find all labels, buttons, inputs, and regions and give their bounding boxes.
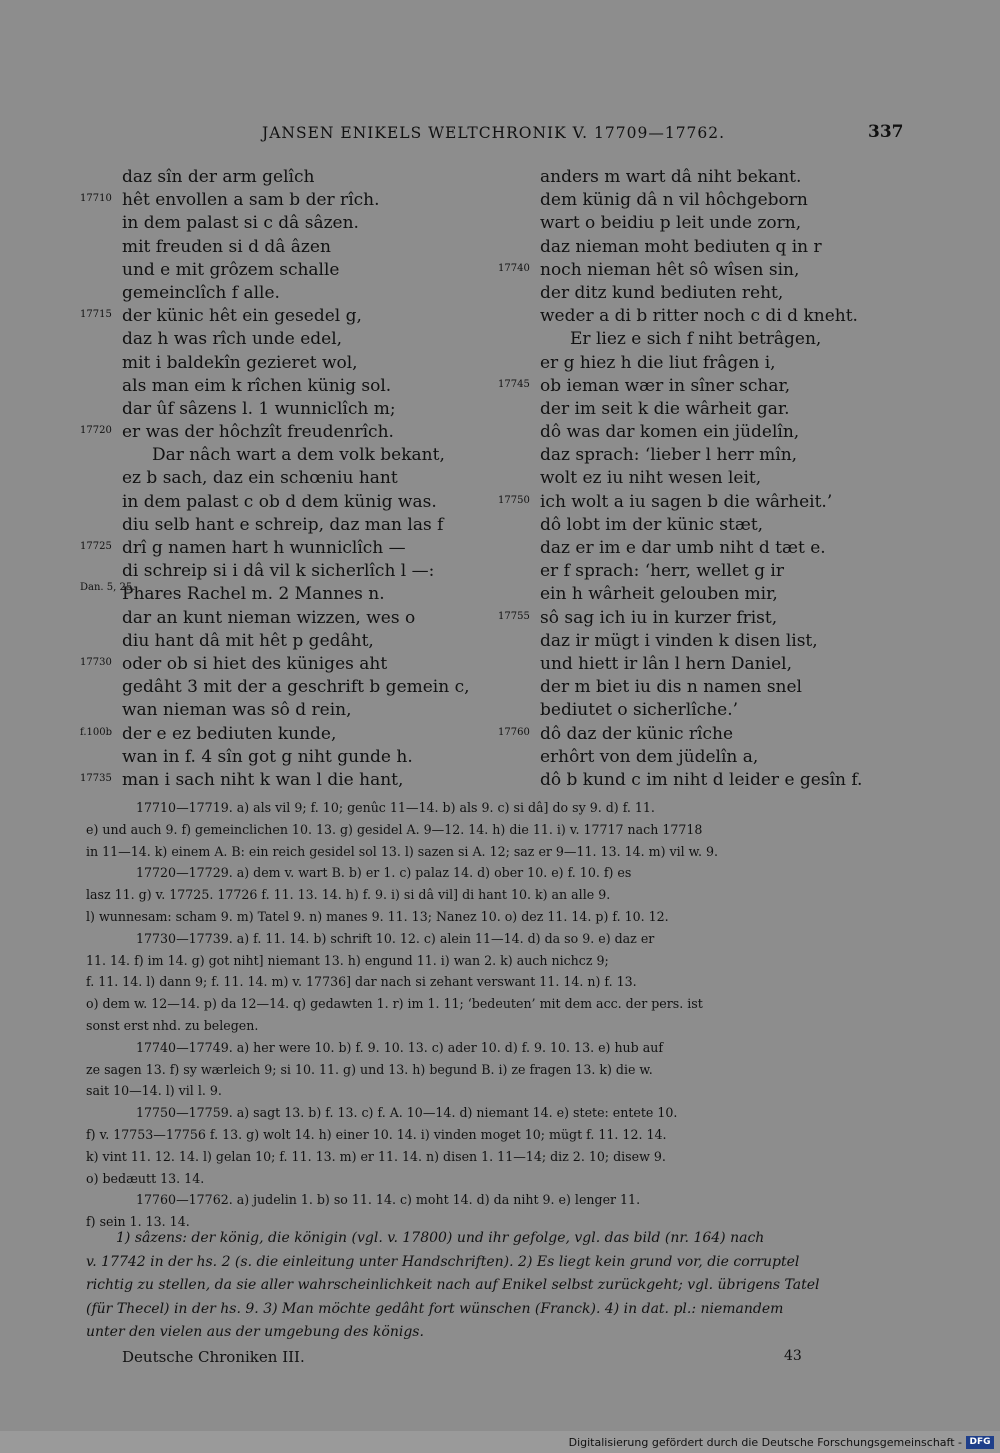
verse-line — [498, 560, 898, 583]
series-title: Deutsche Chroniken III. — [122, 1348, 305, 1366]
running-header-title: JANSEN ENIKELS WELTCHRONIK V. 17709—17762. — [262, 124, 726, 142]
verse-text: erhôrt von dem jüdelîn a, — [540, 746, 759, 767]
line-number: 17755 — [498, 610, 530, 622]
verse-line — [498, 212, 898, 235]
verse-text: und hiett ir lân l hern Daniel, — [540, 653, 792, 674]
verse-line — [498, 746, 898, 769]
verse-line — [80, 630, 480, 653]
verse-column-left — [80, 166, 480, 792]
verse-line — [80, 676, 480, 699]
footnote-line: (für Thecel) in der hs. 9. 3) Man möchte gedâht fort wünschen (Franck). 4) in dat. pl.: niemandem — [86, 1300, 784, 1317]
verse-line — [498, 305, 898, 328]
apparatus-line: k) vint 11. 12. 14. l) gelan 10; f. 11. 13. m) er 11. 14. n) disen 1. 11—14; diz 2. 10; disew 9. — [86, 1148, 666, 1164]
verse-line — [498, 769, 898, 792]
verse-text: dô was dar komen ein jüdelîn, — [540, 422, 800, 443]
credit-text: Digitalisierung gefördert durch die Deutsche Forschungsgemeinschaft - — [568, 1436, 962, 1449]
verse-text: der ditz kund bediuten reht, — [540, 282, 784, 303]
verse-text: mit freuden si d dâ âzen — [122, 236, 331, 257]
line-number: 17730 — [80, 656, 112, 668]
apparatus-line: lasz 11. g) v. 17725. 17726 f. 11. 13. 14. h) f. 9. i) si dâ vil] di hant 10. k) an alle 9. — [86, 887, 611, 903]
verse-text: als man eim k rîchen künig sol. — [122, 375, 392, 396]
verse-line — [80, 421, 480, 444]
verse-line — [498, 352, 898, 375]
line-number: Dan. 5, 25. — [80, 582, 136, 594]
apparatus-line: o) bedæutt 13. 14. — [86, 1170, 205, 1186]
line-number: 17740 — [498, 262, 530, 274]
verse-line — [80, 537, 480, 560]
verse-line — [80, 282, 480, 305]
verse-line — [80, 444, 480, 467]
footnotes — [86, 1227, 900, 1345]
verse-text: noch nieman hêt sô wîsen sin, — [540, 259, 800, 280]
verse-text: daz sîn der arm gelîch — [122, 167, 315, 187]
footnote-line: 1) sâzens: der könig, die königin (vgl. v. 17800) und ihr gefolge, vgl. das bild (nr. 164) nach — [116, 1230, 765, 1246]
verse-line — [498, 166, 898, 189]
verse-line — [498, 607, 898, 630]
verse-line — [498, 421, 898, 444]
apparatus-line: l) wunnesam: scham 9. m) Tatel 9. n) manes 9. 11. 13; Nanez 10. o) dez 11. 14. p) f. 10. 12. — [86, 908, 669, 924]
verse-text: drî g namen hart h wunniclîch — — [122, 538, 406, 558]
verse-line — [80, 328, 480, 351]
verse-text: daz h was rîch unde edel, — [122, 329, 343, 350]
apparatus-line: sait 10—14. l) vil l. 9. — [86, 1083, 222, 1099]
footnote-line: v. 17742 in der hs. 2 (s. die einleitung unter Handschriften). 2) Es liegt kein grund vor, die corruptel — [86, 1253, 800, 1270]
verse-text: dô daz der künic rîche — [540, 723, 734, 744]
verse-text: daz nieman moht bediuten q in r — [540, 236, 822, 257]
verse-text: sô sag ich iu in kurzer frist, — [540, 607, 778, 628]
verse-line — [498, 630, 898, 653]
verse-text: ein h wârheit gelouben mir, — [540, 584, 778, 605]
verse-text: in dem palast si c dâ sâzen. — [122, 213, 359, 234]
line-number: f.100b — [80, 726, 113, 738]
verse-line — [498, 236, 898, 259]
verse-text: der m biet iu dis n namen snel — [540, 677, 802, 698]
verse-line — [80, 375, 480, 398]
verse-text: hêt envollen a sam b der rîch. — [122, 190, 380, 211]
verse-line — [80, 769, 480, 792]
line-number: 17715 — [80, 309, 112, 321]
verse-text: wan nieman was sô d rein, — [122, 700, 352, 721]
verse-text: gedâht 3 mit der a geschrift b gemein c, — [122, 677, 470, 698]
verse-line — [80, 723, 480, 746]
verse-text: dem künig dâ n vil hôchgeborn — [540, 190, 808, 211]
verse-line — [80, 212, 480, 235]
verse-line — [498, 467, 898, 490]
verse-text: oder ob si hiet des küniges aht — [122, 653, 388, 674]
dfg-logo: DFG — [966, 1436, 994, 1449]
apparatus-line: f) sein 1. 13. 14. — [86, 1214, 190, 1230]
apparatus-line: f. 11. 14. l) dann 9; f. 11. 14. m) v. 17736] dar nach si zehant verswant 11. 14. n) f. 13. — [86, 974, 637, 990]
verse-text: ob ieman wær in sîner schar, — [540, 375, 791, 396]
verse-text: er was der hôchzît freudenrîch. — [122, 422, 394, 443]
verse-text: anders m wart dâ niht bekant. — [540, 167, 802, 187]
line-number: 17725 — [80, 541, 112, 552]
verse-line — [80, 305, 480, 328]
verse-text: der im seit k die wârheit gar. — [540, 398, 790, 419]
verse-text: und e mit grôzem schalle — [122, 259, 340, 280]
verse-line — [498, 491, 898, 514]
verse-line — [80, 583, 480, 606]
verse-text: weder a di b ritter noch c di d kneht. — [540, 306, 858, 327]
verse-line — [80, 653, 480, 676]
apparatus-line: 17750—17759. a) sagt 13. b) f. 13. c) f. A. 10—14. d) niemant 14. e) stete: entete 10. — [136, 1105, 678, 1121]
verse-text: Dar nâch wart a dem volk bekant, — [152, 445, 445, 466]
verse-text: wart o beidiu p leit unde zorn, — [540, 213, 802, 234]
footnote-line: unter den vielen aus der umgebung des königs. — [86, 1324, 424, 1340]
line-number: 17720 — [80, 425, 112, 437]
verse-line — [80, 467, 480, 490]
apparatus-line: e) und auch 9. f) gemeinclichen 10. 13. g) gesidel A. 9—12. 14. h) die 11. i) v. 17717 nach 17718 — [86, 821, 703, 837]
verse-text: di schreip si i dâ vil k sicherlîch l —: — [122, 561, 435, 582]
sheet-signature: 43 — [784, 1348, 802, 1364]
verse-line — [498, 259, 898, 282]
verse-line — [498, 676, 898, 699]
verse-line — [498, 375, 898, 398]
critical-apparatus — [86, 797, 900, 1233]
verse-text: Phares Rachel m. 2 Mannes n. — [122, 584, 385, 605]
verse-text: dô lobt im der künic stæt, — [540, 514, 764, 535]
digitization-credit-bar — [0, 1431, 1000, 1453]
verse-text: wan in f. 4 sîn got g niht gunde h. — [122, 746, 413, 767]
apparatus-line: 17730—17739. a) f. 11. 14. b) schrift 10. 12. c) alein 11—14. d) da so 9. e) daz er — [136, 930, 655, 946]
verse-line — [80, 514, 480, 537]
apparatus-line: 17760—17762. a) judelin 1. b) so 11. 14. c) moht 14. d) da niht 9. e) lenger 11. — [136, 1192, 641, 1208]
apparatus-line: f) v. 17753—17756 f. 13. g) wolt 14. h) einer 10. 14. i) vinden moget 10; mügt f. 11. 12. 14. — [86, 1126, 667, 1142]
verse-line — [498, 583, 898, 606]
verse-line — [498, 723, 898, 746]
verse-line — [498, 189, 898, 212]
apparatus-line: 17720—17729. a) dem v. wart B. b) er 1. c) palaz 14. d) ober 10. e) f. 10. f) es — [136, 865, 632, 881]
verse-line — [80, 746, 480, 769]
apparatus-line: 11. 14. f) im 14. g) got niht] niemant 13. h) engund 11. i) wan 2. k) auch nichcz 9; — [86, 952, 609, 968]
verse-text: dar an kunt nieman wizzen, wes o — [122, 607, 416, 628]
verse-text: in dem palast c ob d dem künig was. — [122, 491, 437, 512]
verse-line — [498, 514, 898, 537]
verse-line — [498, 398, 898, 421]
verse-text: bediutet o sicherlîche.’ — [540, 700, 739, 721]
apparatus-line: in 11—14. k) einem A. B: ein reich gesidel sol 13. l) sazen si A. 12; saz er 9—11. 13. 14. m) vil w. 9. — [86, 843, 718, 859]
verse-text: diu hant dâ mit hêt p gedâht, — [122, 630, 374, 651]
line-number: 17750 — [498, 494, 530, 506]
verse-line — [498, 653, 898, 676]
verse-text: der e ez bediuten kunde, — [122, 723, 337, 744]
verse-line — [80, 166, 480, 189]
verse-line — [498, 537, 898, 560]
verse-text: ich wolt a iu sagen b die wârheit.’ — [540, 491, 833, 512]
verse-line — [498, 699, 898, 722]
verse-line — [80, 491, 480, 514]
verse-line — [80, 699, 480, 722]
verse-text: dar ûf sâzens l. 1 wunniclîch m; — [122, 398, 396, 419]
line-number: 17745 — [498, 378, 530, 390]
verse-line — [80, 189, 480, 212]
verse-line — [80, 236, 480, 259]
verse-text: gemeinclîch f alle. — [122, 282, 280, 303]
apparatus-line: ze sagen 13. f) sy wærleich 9; si 10. 11. g) und 13. h) begund B. i) ze fragen 13. k) die w. — [86, 1061, 653, 1077]
verse-text: daz ir mügt i vinden k disen list, — [540, 630, 818, 651]
verse-text: er g hiez h die liut frâgen i, — [540, 352, 776, 373]
verse-text: dô b kund c im niht d leider e gesîn f. — [540, 769, 863, 790]
line-number: 17735 — [80, 772, 112, 784]
line-number: 17710 — [80, 193, 112, 205]
verse-line — [80, 352, 480, 375]
verse-line — [498, 444, 898, 467]
line-number: 17760 — [498, 726, 530, 738]
apparatus-line: sonst erst nhd. zu belegen. — [86, 1017, 259, 1033]
verse-text: Er liez e sich f niht betrâgen, — [570, 329, 822, 350]
page-number: 337 — [868, 122, 904, 142]
verse-line — [498, 328, 898, 351]
verse-text: diu selb hant e schreip, daz man las f — [122, 514, 444, 535]
verse-text: daz er im e dar umb niht d tæt e. — [540, 538, 826, 558]
verse-line — [80, 259, 480, 282]
verse-line — [80, 398, 480, 421]
apparatus-line: 17710—17719. a) als vil 9; f. 10; genûc 11—14. b) als 9. c) si dâ] do sy 9. d) f. 11. — [136, 800, 655, 815]
verse-text: der künic hêt ein gesedel g, — [122, 306, 362, 327]
verse-text: er f sprach: ‘herr, wellet g ir — [540, 561, 784, 582]
verse-text: wolt ez iu niht wesen leit, — [540, 468, 762, 489]
verse-text: man i sach niht k wan l die hant, — [122, 769, 404, 790]
verse-line — [80, 560, 480, 583]
verse-text: mit i baldekîn gezieret wol, — [122, 352, 358, 373]
footnote-line: richtig zu stellen, da sie aller wahrscheinlichkeit nach auf Enikel selbst zurückgeht; vgl. übrigens Tatel — [86, 1277, 820, 1293]
apparatus-line: o) dem w. 12—14. p) da 12—14. q) gedawten 1. r) im 1. 11; ‘bedeuten’ mit dem acc. der pers. ist — [86, 996, 703, 1012]
verse-line — [498, 282, 898, 305]
verse-column-right — [498, 166, 898, 792]
verse-text: ez b sach, daz ein schœniu hant — [122, 468, 398, 489]
verse-text: daz sprach: ‘lieber l herr mîn, — [540, 445, 798, 466]
apparatus-line: 17740—17749. a) her were 10. b) f. 9. 10. 13. c) ader 10. d) f. 9. 10. 13. e) hub auf — [136, 1039, 664, 1055]
verse-line — [80, 607, 480, 630]
